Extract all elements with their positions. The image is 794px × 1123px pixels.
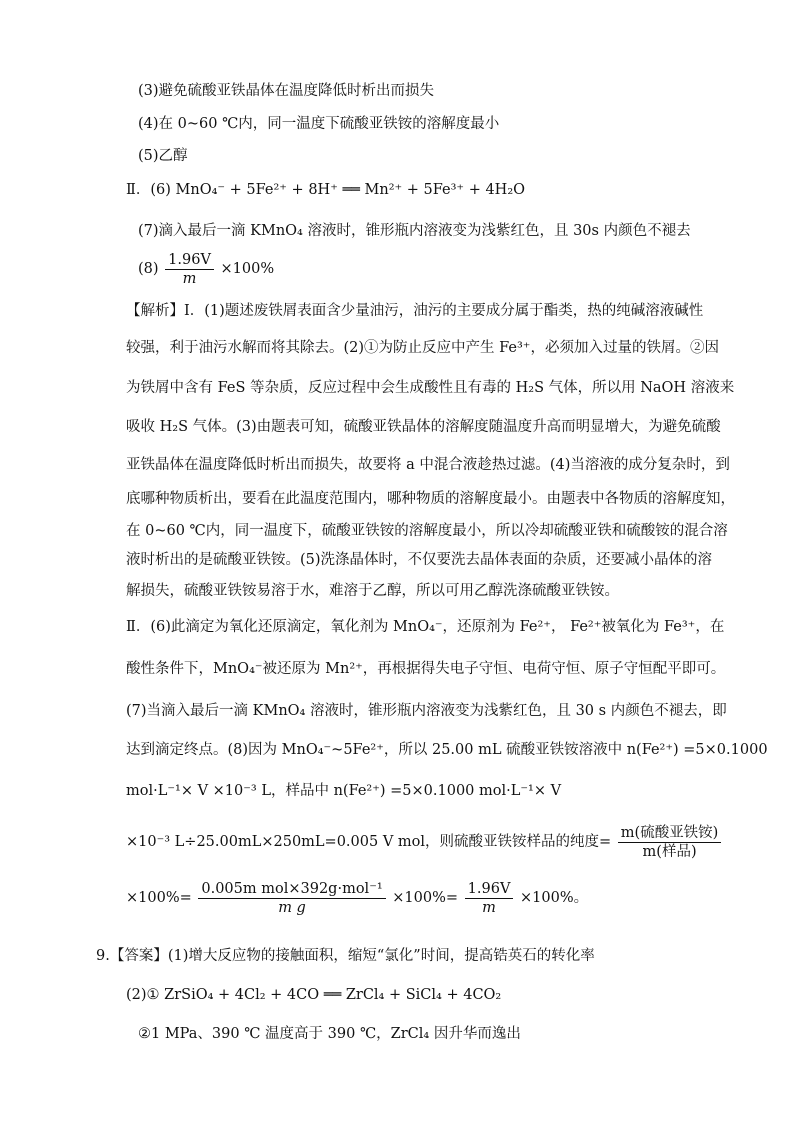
analysis2-line-2: 酸性条件下，MnO₄⁻被还原为 Mn²⁺，再根据得失电子守恒、电荷守恒、原子守恒配平即可。 [126,661,726,677]
answer-line-3: (3)避免硫酸亚铁晶体在温度降低时析出而损失 [138,83,435,99]
answer-line-5: (5)乙醇 [138,148,188,164]
answer-8-prefix: (8) [138,261,159,277]
analysis2-line-6 [126,822,723,862]
analysis2-line-4: 达到滴定终点。(8)因为 MnO₄⁻~5Fe²⁺，所以 25.00 mL 硫酸亚铁铵溶液中 n(Fe²⁺) =5×0.1000 [126,742,768,758]
analysis-line-7: 在 0~60 ℃内，同一温度下，硫酸亚铁铵的溶解度最小，所以冷却硫酸亚铁和硫酸铵的混合溶 [126,523,728,539]
question-9-answer-line-1: 9.【答案】(1)增大反应物的接触面积，缩短“氯化”时间，提高锆英石的转化率 [96,948,595,964]
answer-8-fraction [165,251,214,288]
analysis-line-6: 底哪种物质析出，要看在此温度范围内，哪种物质的溶解度最小。由题表中各物质的溶解度知， [126,491,735,507]
analysis-line-8: 液时析出的是硫酸亚铁铵。(5)洗涤晶体时，不仅要洗去晶体表面的杂质，还要减小晶体的溶 [126,552,713,568]
calc-fraction-2 [465,880,514,917]
calc-fraction-1-denominator: m g [278,899,306,916]
analysis-line-4: 吸收 H₂S 气体。(3)由题表可知，硫酸亚铁晶体的溶解度随温度升高而明显增大，为避免硫酸 [126,419,721,435]
calc-fraction-1-numerator: 0.005m mol×392g·mol⁻¹ [198,880,385,899]
calc-fraction-2-numerator: 1.96V [465,880,514,899]
analysis-line-1: 【解析】Ⅰ．(1)题述废铁屑表面含少量油污，油污的主要成分属于酯类，热的纯碱溶液碱性 [126,303,704,319]
analysis-line-3: 为铁屑中含有 FeS 等杂质，反应过程中会生成酸性且有毒的 H₂S 气体，所以用 NaOH 溶液来 [126,380,735,396]
answer-line-7: (7)滴入最后一滴 KMnO₄ 溶液时，锥形瓶内溶液变为浅紫红色，且 30s 内颜色不褪去 [138,223,691,239]
answer-line-4: (4)在 0~60 ℃内，同一温度下硫酸亚铁铵的溶解度最小 [138,116,500,132]
analysis2-line-1: Ⅱ．(6)此滴定为氧化还原滴定，氧化剂为 MnO₄⁻，还原剂为 Fe²⁺， Fe²⁺被氧化为 Fe³⁺，在 [126,619,725,635]
calc-fraction-1 [198,880,385,917]
analysis2-line-7 [126,878,588,918]
fraction-denominator: m [182,270,197,287]
analysis-line-5: 亚铁晶体在温度降低时析出而损失，故要将 a 中混合液趁热过滤。(4)当溶液的成分复杂时，到 [126,457,730,473]
purity-numerator: m(硫酸亚铁铵) [618,824,722,843]
analysis2-line-3: (7)当滴入最后一滴 KMnO₄ 溶液时，锥形瓶内溶液变为浅紫红色，且 30 s 内颜色不褪去，即 [126,703,727,719]
fraction-numerator: 1.96V [165,251,214,270]
analysis2-line-5: mol·L⁻¹× V ×10⁻³ L，样品中 n(Fe²⁺) =5×0.1000 mol·L⁻¹× V [126,783,562,799]
calc-prefix: ×100%= [126,890,192,906]
purity-fraction [618,824,722,861]
analysis-line-9: 解损失，硫酸亚铁铵易溶于水，难溶于乙醇，所以可用乙醇洗涤硫酸亚铁铵。 [126,583,619,599]
calc-mid: ×100%= [392,890,459,906]
purity-denominator: m(样品) [642,843,697,860]
question-9-answer-line-2: (2)① ZrSiO₄ + 4Cl₂ + 4CO ══ ZrCl₄ + SiCl₄ + 4CO₂ [126,987,502,1003]
question-9-answer-line-3: ②1 MPa、390 ℃ 温度高于 390 ℃，ZrCl₄ 因升华而逸出 [138,1026,521,1042]
analysis-line-2: 较强，利于油污水解而将其除去。(2)①为防止反应中产生 Fe³⁺，必须加入过量的铁屑。②因 [126,340,719,356]
answer-line-6-equation: Ⅱ．(6) MnO₄⁻ + 5Fe²⁺ + 8H⁺ ══ Mn²⁺ + 5Fe³⁺ + 4H₂O [126,182,526,198]
calc-fraction-2-denominator: m [482,899,496,916]
answer-line-8 [138,250,274,288]
purity-expression-prefix: ×10⁻³ L÷25.00mL×250mL=0.005 V mol，则硫酸亚铁铵样品的纯度= [126,834,612,850]
answer-8-suffix: ×100% [220,261,275,277]
calc-suffix: ×100%。 [520,890,589,906]
